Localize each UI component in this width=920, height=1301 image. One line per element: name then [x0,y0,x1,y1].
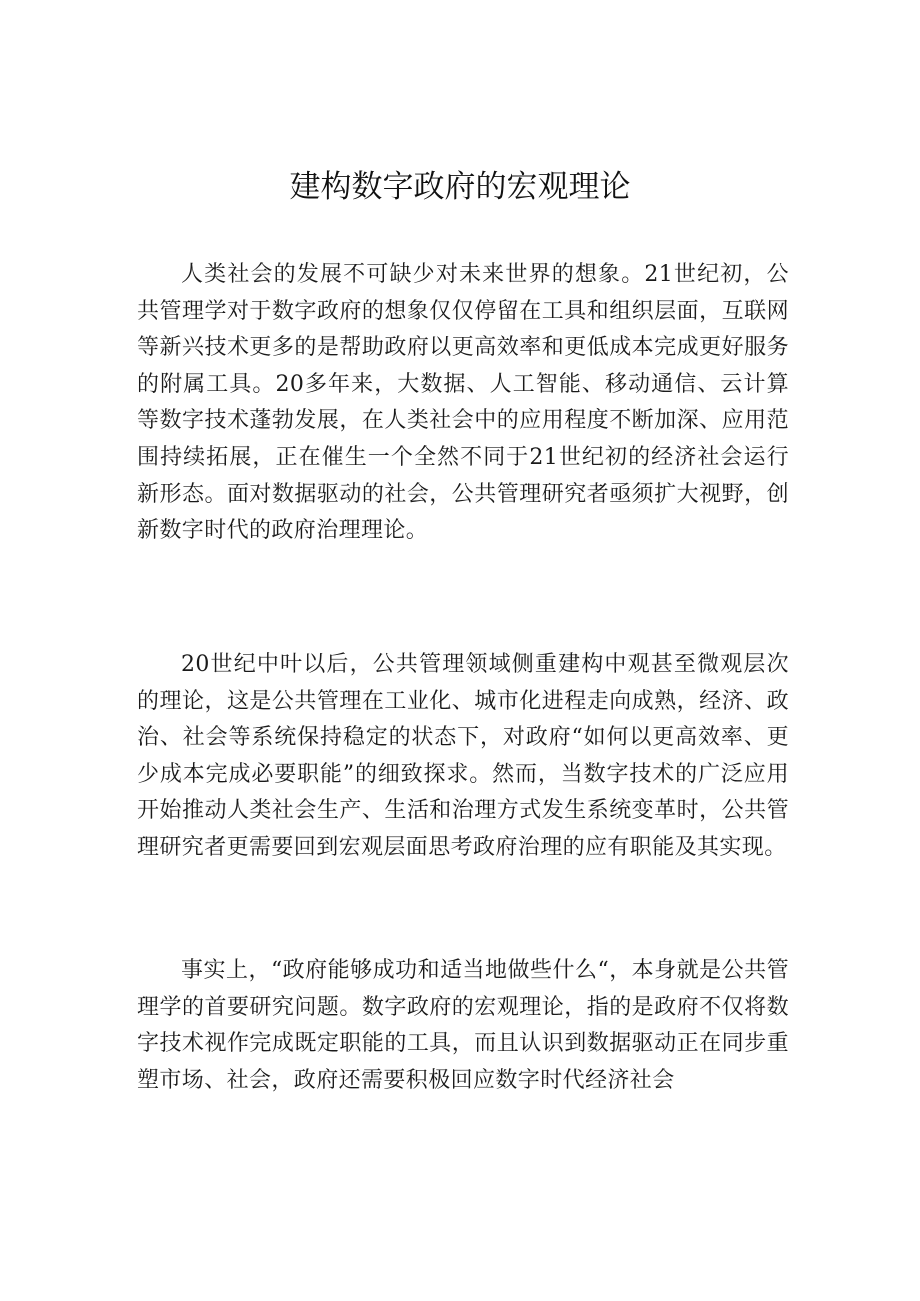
paragraph-1: 人类社会的发展不可缺少对未来世界的想象。21世纪初，公共管理学对于数字政府的想象仅仅停留在工具和组织层面，互联网等新兴技术更多的是帮助政府以更高效率和更低成本完成更好服务的附属工具。20多年来，大数据、人工智能、移动通信、云计算等数字技术蓬勃发展，在人类社会中的应用程度不断加深、应用范围持续拓展，正在催生一个全然不同于21世纪初的经济社会运行新形态。面对数据驱动的社会，公共管理研究者亟须扩大视野，创新数字时代的政府治理理论。 [137,262,789,544]
paragraph-2: 20世纪中叶以后，公共管理领域侧重建构中观甚至微观层次的理论，这是公共管理在工业化、城市化进程走向成熟，经济、政治、社会等系统保持稳定的状态下，对政府“如何以更高效率、更少成本完成必要职能”的细致探求。然而，当数字技术的广泛应用开始推动人类社会生产、生活和治理方式发生系统变革时，公共管理研究者更需要回到宏观层面思考政府治理的应有职能及其实现。 [137,652,789,860]
paragraph-3: 事实上，“政府能够成功和适当地做些什么“，本身就是公共管理学的首要研究问题。数字政府的宏观理论，指的是政府不仅将数字技术视作完成既定职能的工具，而且认识到数据驱动正在同步重塑市场、社会，政府还需要积极回应数字时代经济社会 [137,958,789,1093]
document-title: 建构数字政府的宏观理论 [289,169,631,205]
